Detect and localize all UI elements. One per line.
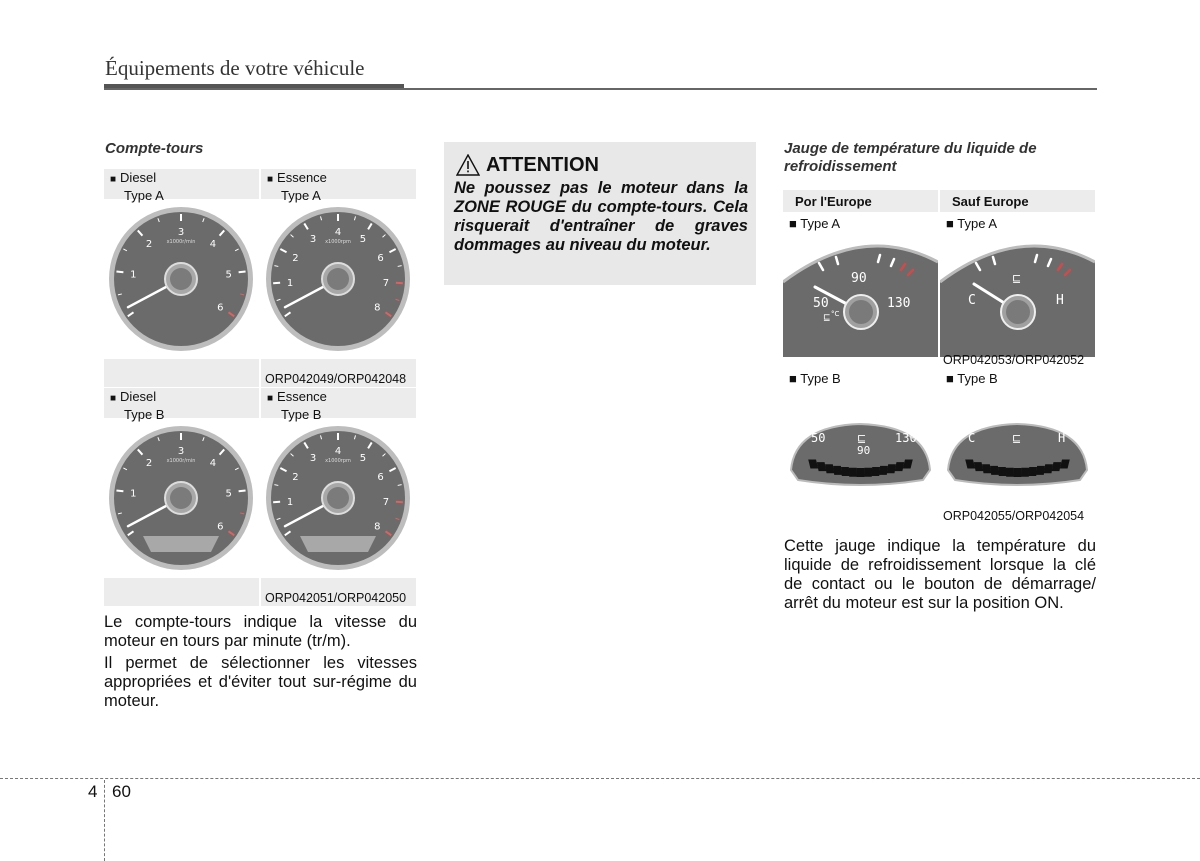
gauge-tick — [239, 490, 246, 491]
bar-segment — [1044, 464, 1053, 473]
temp-label-hot: H — [1058, 431, 1066, 445]
temp-panel-non-europe-a — [940, 190, 1095, 367]
type-label: ■ Type A — [789, 216, 840, 231]
tachometer-gauge — [261, 201, 416, 361]
gauge-scale-label: 6 — [217, 521, 224, 533]
panel-label-line1: Essence — [277, 170, 327, 185]
chapter-number: 4 — [88, 782, 98, 801]
tacho-panel-essence-a: ■ Essence Type A 1 2 3 4 5 6 7 8 x1000rpm ORP042049/ORP042048 — [261, 169, 416, 387]
gauge-scale-label: 1 — [130, 269, 137, 281]
gauge-scale-label: 1 — [286, 278, 294, 290]
gauge-scale-label: 6 — [377, 252, 384, 264]
temp-panel-europe-a — [783, 190, 938, 367]
gauge-scale-label: 1 — [286, 497, 294, 509]
attention-text: Ne poussez pas le moteur dans la ZONE ROUGE du compte-tours. Cela risquerait d'entraîner de graves dommages au niveau du moteur. — [454, 179, 748, 254]
tacho-panel-essence-b: ■ Essence Type B 1 2 3 4 5 6 7 8 x1000rpm ORP042051/ORP042050 — [261, 388, 416, 606]
temp-label-mid: 90 — [851, 271, 867, 286]
gauge-scale-label: 2 — [145, 458, 153, 470]
tachometer-paragraph-1: Le compte-tours indique la vitesse du moteur en tours par minute (tr/m). — [104, 613, 417, 650]
gauge-scale-label: 1 — [130, 488, 137, 500]
gauge-scale-label: 5 — [359, 452, 367, 464]
gauge-scale-label: 2 — [292, 471, 299, 483]
panel-label-line1: Essence — [277, 389, 327, 404]
coolant-icon: ⊑ — [1012, 432, 1022, 445]
bar-segment — [1028, 467, 1036, 476]
bar-segment — [887, 464, 896, 473]
tachometer-gauge — [261, 420, 416, 580]
bar-segment — [998, 467, 1006, 476]
temp-label-low: 50 — [813, 296, 829, 311]
panel-label-line1: Diesel — [120, 170, 157, 185]
temperature-gauge-ch — [940, 232, 1095, 357]
attention-title: ATTENTION — [486, 154, 599, 176]
gauge-scale-label: 6 — [377, 471, 384, 483]
temperature-gauge-celsius — [783, 232, 938, 357]
temp-label-cold: C — [968, 431, 976, 445]
gauge-tick — [116, 490, 123, 491]
tachometer-gauge — [104, 420, 259, 580]
tachometer-gauge — [104, 201, 259, 361]
gauge-scale-label: 7 — [382, 497, 390, 509]
gauge-unit-label: x1000r/min — [166, 239, 196, 245]
gauge-scale-label: 3 — [177, 446, 185, 457]
gauge-scale-label: 2 — [292, 252, 299, 264]
column-header: Sauf Europe — [952, 194, 1029, 209]
column-header: Por l'Europe — [795, 194, 872, 209]
temp-label-mid: 90 — [857, 444, 871, 457]
bar-segment — [825, 464, 834, 473]
panel-label-line2: Type A — [281, 188, 321, 203]
gauge-tick — [116, 271, 123, 272]
panel-label-line2: Type A — [124, 188, 164, 203]
gauge-scale-label: 8 — [374, 302, 381, 314]
gauge-scale-label: 4 — [209, 239, 217, 251]
bar-segment — [871, 467, 879, 476]
footer-vertical-rule — [104, 780, 105, 861]
gauge-scale-label: 3 — [177, 227, 185, 238]
gauge-scale-label: 2 — [145, 239, 153, 251]
gauge-scale-label: 5 — [359, 233, 367, 245]
warning-triangle-icon — [456, 154, 480, 176]
gauge-scale-label: 6 — [217, 302, 224, 314]
bar-segment — [849, 468, 857, 477]
gauge-scale-label: 4 — [334, 227, 342, 238]
temperature-bar-gauge-ch — [940, 418, 1095, 498]
type-label: ■ Type B — [946, 371, 998, 386]
temp-panel-non-europe-b — [940, 368, 1095, 525]
panel-label-line1: Diesel — [120, 389, 157, 404]
tacho-panel-diesel-a: ■ Diesel Type A 1 2 3 4 5 6 x1000r/min — [104, 169, 259, 387]
page-header-title: Équipements de votre véhicule — [105, 56, 365, 80]
page-number: 60 — [112, 782, 131, 801]
lcd-display — [300, 536, 376, 552]
header-rule — [104, 88, 1097, 90]
attention-box — [444, 142, 756, 285]
tachometer-section-title: Compte-tours — [105, 140, 204, 157]
temperature-bar-gauge-celsius — [783, 418, 938, 498]
type-label: ■ Type A — [946, 216, 997, 231]
figure-caption: ORP042049/ORP042048 — [265, 372, 407, 386]
bar-segment — [990, 466, 999, 475]
bar-segment — [833, 466, 842, 475]
coolant-icon: ⊑ — [1012, 272, 1022, 285]
temp-panel-europe-b — [783, 368, 938, 525]
type-label: ■ Type B — [789, 371, 841, 386]
gauge-scale-label: 3 — [309, 452, 317, 464]
bar-segment — [1014, 468, 1022, 477]
bar-segment — [864, 468, 872, 477]
coolant-icon: ⊑ — [823, 313, 831, 323]
figure-caption: ORP042053/ORP042052 — [943, 353, 1085, 367]
coolant-icon: ⊑ — [857, 432, 867, 445]
lcd-display — [143, 536, 219, 552]
tachometer-paragraph-2: Il permet de sélectionner les vitesses appropriées et d'éviter tout sur-régime du moteur. — [104, 654, 417, 710]
bar-segment — [982, 464, 991, 473]
temp-label-hot: H — [1056, 293, 1064, 308]
temperature-paragraph: Cette jauge indique la température du liquide de refroidissement lorsque la clé de contact ou le bouton de démarrage/ arrêt du moteur est sur la position ON. — [784, 537, 1096, 612]
tacho-panel-diesel-b: ■ Diesel Type B 1 2 3 4 5 6 x1000r/min — [104, 388, 259, 606]
panel-label-line2: Type B — [281, 407, 322, 422]
temperature-figure — [783, 190, 1096, 525]
bar-segment — [879, 466, 888, 475]
bar-segment — [841, 467, 849, 476]
gauge-unit-label: x1000rpm — [325, 239, 351, 245]
gauge-scale-label: 4 — [334, 446, 342, 457]
panel-label-line2: Type B — [124, 407, 165, 422]
temperature-section-title: Jauge de température du liquide de refroidissement — [784, 140, 1037, 175]
gauge-scale-label: 3 — [309, 233, 317, 245]
bar-segment — [1036, 466, 1045, 475]
gauge-scale-label: 7 — [382, 278, 390, 290]
temp-label-cold: C — [968, 293, 976, 308]
gauge-unit-label: x1000rpm — [325, 458, 351, 464]
gauge-scale-label: 8 — [374, 521, 381, 533]
figure-caption: ORP042055/ORP042054 — [943, 509, 1085, 523]
gauge-scale-label: 5 — [225, 488, 232, 500]
gauge-tick — [239, 271, 246, 272]
temp-label-high: 130 — [895, 431, 917, 445]
temp-unit-label: °C — [831, 310, 840, 318]
figure-caption: ORP042051/ORP042050 — [265, 591, 407, 605]
bar-segment — [1006, 468, 1014, 477]
bar-segment — [857, 468, 865, 477]
gauge-scale-label: 4 — [209, 458, 217, 470]
gauge-unit-label: x1000r/min — [166, 458, 196, 464]
gauge-scale-label: 5 — [225, 269, 232, 281]
temp-label-high: 130 — [887, 296, 911, 311]
footer-rule — [0, 778, 1200, 779]
temp-label-low: 50 — [811, 431, 826, 445]
bar-segment — [1021, 468, 1029, 477]
